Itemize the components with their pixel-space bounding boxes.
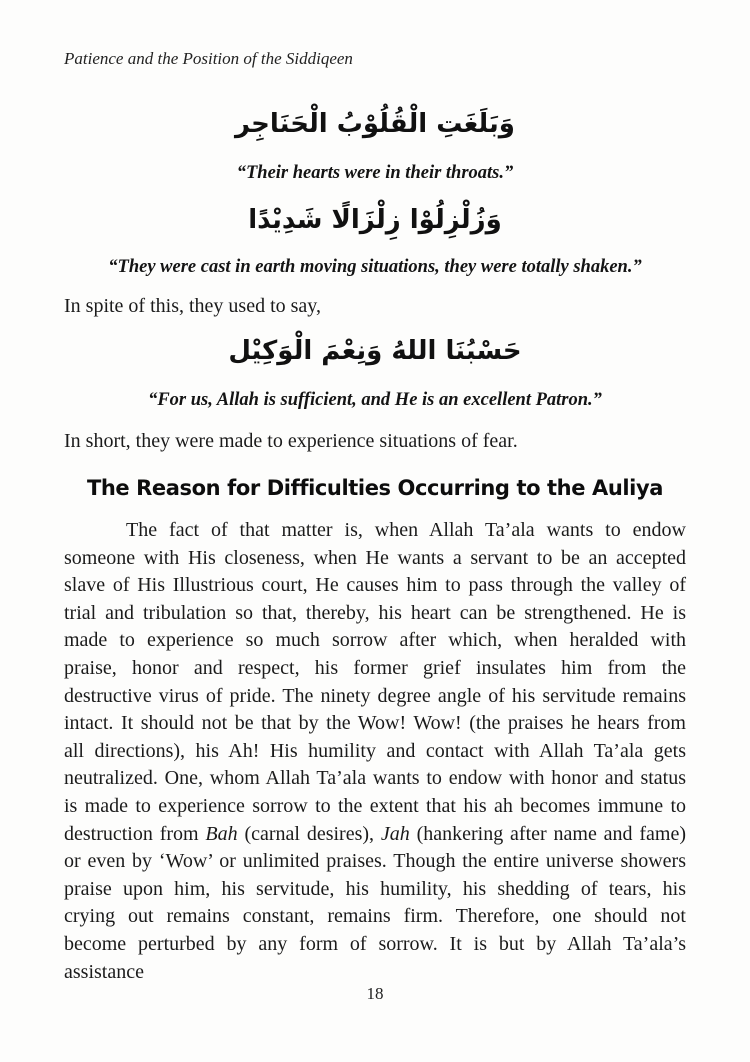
paragraph-segment: (hankering after name and fame) or even by ‘Wow’ or unlimited praises. Though the entire universe showers praise upon him, his servitude, his humility, his shedding of tears, his crying out remains constant, remains firm. Therefore, one should not become perturbed by any form of sorrow. It is but by Allah Ta’ala’s assistance xyxy=(64,822,686,983)
verse-translation-2: “They were cast in earth moving situations, they were totally shaken.” xyxy=(108,257,642,277)
verse-translation-3: “For us, Allah is sufficient, and He is an excellent Patron.” xyxy=(148,390,602,410)
running-header: Patience and the Position of the Siddiqeen xyxy=(64,49,353,68)
paragraph-segment: The fact of that matter is, when Allah Ta’ala wants to endow someone with His closeness, when He wants a servant to be an accepted slave of His Illustrious court, He causes him to pass through the valley of trial and tribulation so that, thereby, his heart can be strengthened. He is made to experience so much sorrow after which, when heralded with praise, honor and respect, his former grief insulates him from the destructive virus of pride. The ninety degree angle of his servitude remains intact. It should not be that by the Wow! Wow! (the praises he hears from all directions), his Ah! His humility and contact with Allah Ta’ala gets neutralized. One, whom Allah Ta’ala wants to endow with honor and status is made to experience sorrow to the extent that his ah becomes immune to destruction from xyxy=(64,519,686,845)
italic-term-jah: Jah xyxy=(380,822,410,845)
arabic-verse-1: وَبَلَغَتِ الْقُلُوْبُ الْحَنَاجِر xyxy=(235,109,515,139)
italic-term-bah: Bah xyxy=(205,822,238,845)
body-paragraph xyxy=(64,517,686,986)
arabic-verse-3: حَسْبُنَا اللهُ وَنِعْمَ الْوَكِيْل xyxy=(228,336,522,366)
page-number: 18 xyxy=(366,984,384,1003)
paragraph-segment: (carnal desires), xyxy=(237,822,381,845)
verse-translation-1: “Their hearts were in their throats.” xyxy=(236,163,514,183)
section-heading: The Reason for Difficulties Occurring to the Auliya xyxy=(86,476,664,500)
summary-line: In short, they were made to experience situations of fear. xyxy=(64,430,518,452)
intro-line: In spite of this, they used to say, xyxy=(64,295,322,317)
arabic-verse-2: وَزُلْزِلُوْا زِلْزَالًا شَدِيْدًا xyxy=(248,205,502,235)
